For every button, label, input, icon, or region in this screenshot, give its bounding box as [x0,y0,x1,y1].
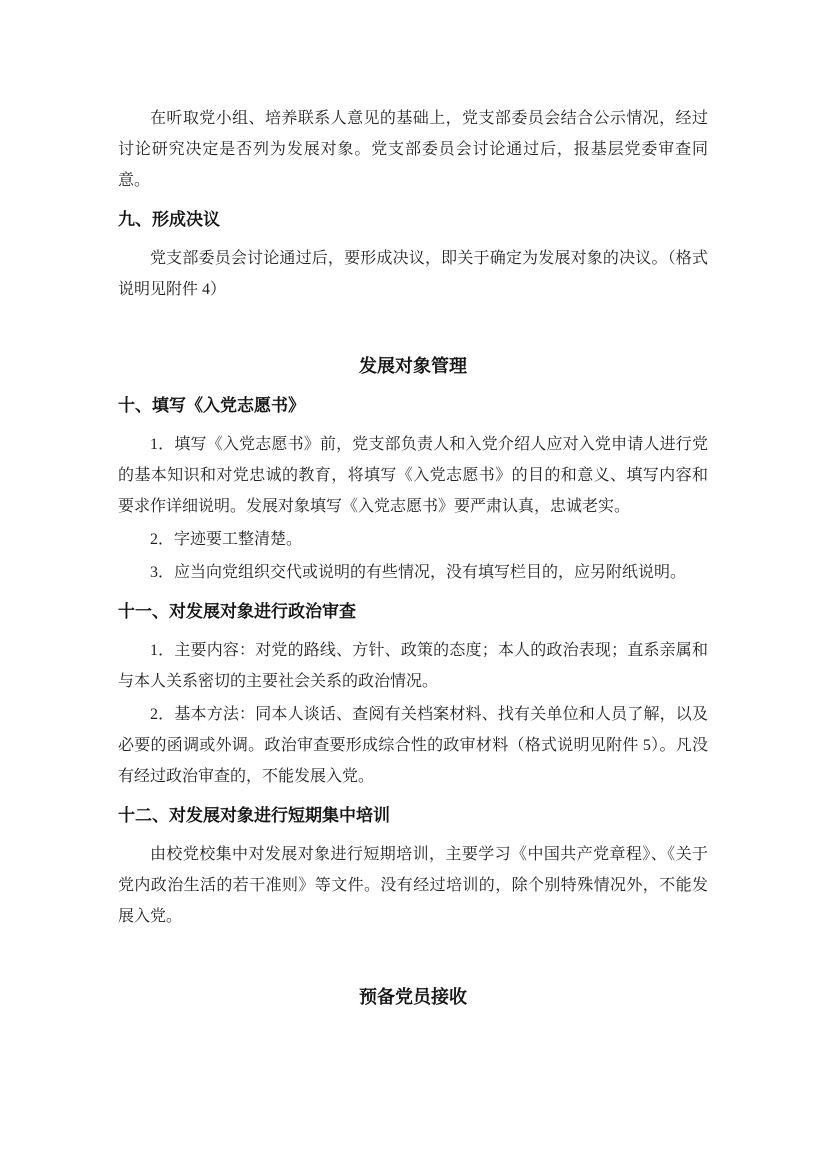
heading-11-political-review: 十一、对发展对象进行政治审查 [118,602,356,621]
heading-10-fill-application-form: 十、填写《入党志愿书》 [118,396,305,415]
paragraph-form-filling-instruction-3: 3．应当向党组织交代或说明的有些情况，没有填写栏目的，应另附纸说明。 [150,564,687,581]
paragraph-resolution-details: 党支部委员会讨论通过后，要形成决议，即关于确定为发展对象的决议。（格式说明见附件 4） [118,250,708,298]
paragraph-support-committee-review: 在听取党小组、培养联系人意见的基础上，党支部委员会结合公示情况，经过讨论研究决定是否列为发展对象。党支部委员会讨论通过后，报基层党委审查同意。 [118,110,708,189]
heading-12-short-term-training: 十二、对发展对象进行短期集中培训 [118,806,390,825]
paragraph-political-review-methods: 2．基本方法：同本人谈话、查阅有关档案材料、找有关单位和人员了解，以及必要的函调或外调。政治审查要形成综合性的政审材料（格式说明见附件 5）。凡没有经过政治审查的，不能发展入党。 [118,706,708,785]
heading-9-form-resolution: 九、形成决议 [118,210,220,229]
paragraph-form-filling-instruction-1: 1．填写《入党志愿书》前，党支部负责人和入党介绍人应对入党申请人进行党的基本知识和对党忠诚的教育，将填写《入党志愿书》的目的和意义、填写内容和要求作详细说明。发展对象填写《入党志愿书》要严肃认真，忠诚老实。 [118,436,708,515]
paragraph-training-details: 由校党校集中对发展对象进行短期培训，主要学习《中国共产党章程》、《关于党内政治生活的若干准则》等文件。没有经过培训的，除个别特殊情况外，不能发展入党。 [118,846,708,925]
chapter-title-development-object-management: 发展对象管理 [359,356,467,376]
chapter-title-probationary-member-acceptance: 预备党员接收 [359,987,467,1007]
paragraph-form-filling-instruction-2: 2．字迹要工整清楚。 [150,531,303,548]
paragraph-political-review-content: 1．主要内容：对党的路线、方针、政策的态度；本人的政治表现；直系亲属和与本人关系密切的主要社会关系的政治情况。 [118,642,708,690]
